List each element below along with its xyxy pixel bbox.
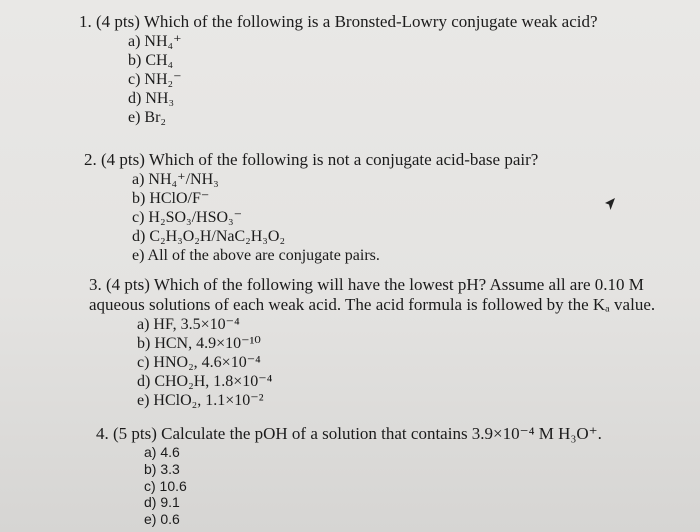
question-1-prompt: 1. (4 pts) Which of the following is a Bronsted-Lowry conjugate weak acid? — [79, 12, 598, 31]
option-c: c) HNO₂, 4.6×10⁻⁴ — [137, 354, 261, 371]
option-b: b) CH₄ — [128, 52, 174, 69]
option-d: d) CHO₂H, 1.8×10⁻⁴ — [137, 373, 273, 390]
question-3-options — [137, 315, 679, 410]
pointer-cursor-icon — [604, 197, 616, 211]
option-c: c) 10.6 — [144, 477, 187, 494]
option-d: d) C₂H₃O₂H/NaC₂H₃O₂ — [132, 228, 286, 245]
option-a: a) 4.6 — [144, 444, 180, 460]
question-2-prompt: 2. (4 pts) Which of the following is not a conjugate acid-base pair? — [84, 150, 539, 169]
option-e: e) 0.6 — [144, 511, 180, 528]
option-a: a) NH₄⁺/NH₃ — [132, 171, 219, 188]
question-4-options — [144, 444, 602, 528]
question-1-options — [128, 32, 598, 127]
option-c: c) H₂SO₃/HSO₃⁻ — [132, 209, 243, 226]
question-4 — [96, 424, 602, 528]
option-e: e) Br₂ — [128, 109, 167, 126]
question-3 — [89, 275, 679, 410]
option-d: d) NH₃ — [128, 90, 175, 107]
option-b: b) HCN, 4.9×10⁻¹⁰ — [137, 335, 261, 352]
option-b: b) 3.3 — [144, 460, 180, 477]
question-1 — [79, 12, 598, 127]
option-e: e) HClO₂, 1.1×10⁻² — [137, 392, 264, 409]
option-e: e) All of the above are conjugate pairs. — [132, 247, 380, 264]
question-3-prompt: 3. (4 pts) Which of the following will have the lowest pH? Assume all are 0.10 M aqueous solutions of each weak acid. The acid formula is followed by the Kₐ value. — [89, 275, 656, 314]
question-4-prompt: 4. (5 pts) Calculate the pOH of a solution that contains 3.9×10⁻⁴ M H₃O⁺. — [96, 424, 602, 443]
option-d: d) 9.1 — [144, 494, 180, 511]
option-a: a) HF, 3.5×10⁻⁴ — [137, 316, 240, 333]
question-2 — [84, 150, 538, 265]
question-2-options — [132, 170, 538, 265]
option-a: a) NH₄⁺ — [128, 33, 182, 50]
option-b: b) HClO/F⁻ — [132, 190, 210, 207]
option-c: c) NH₂⁻ — [128, 71, 182, 88]
